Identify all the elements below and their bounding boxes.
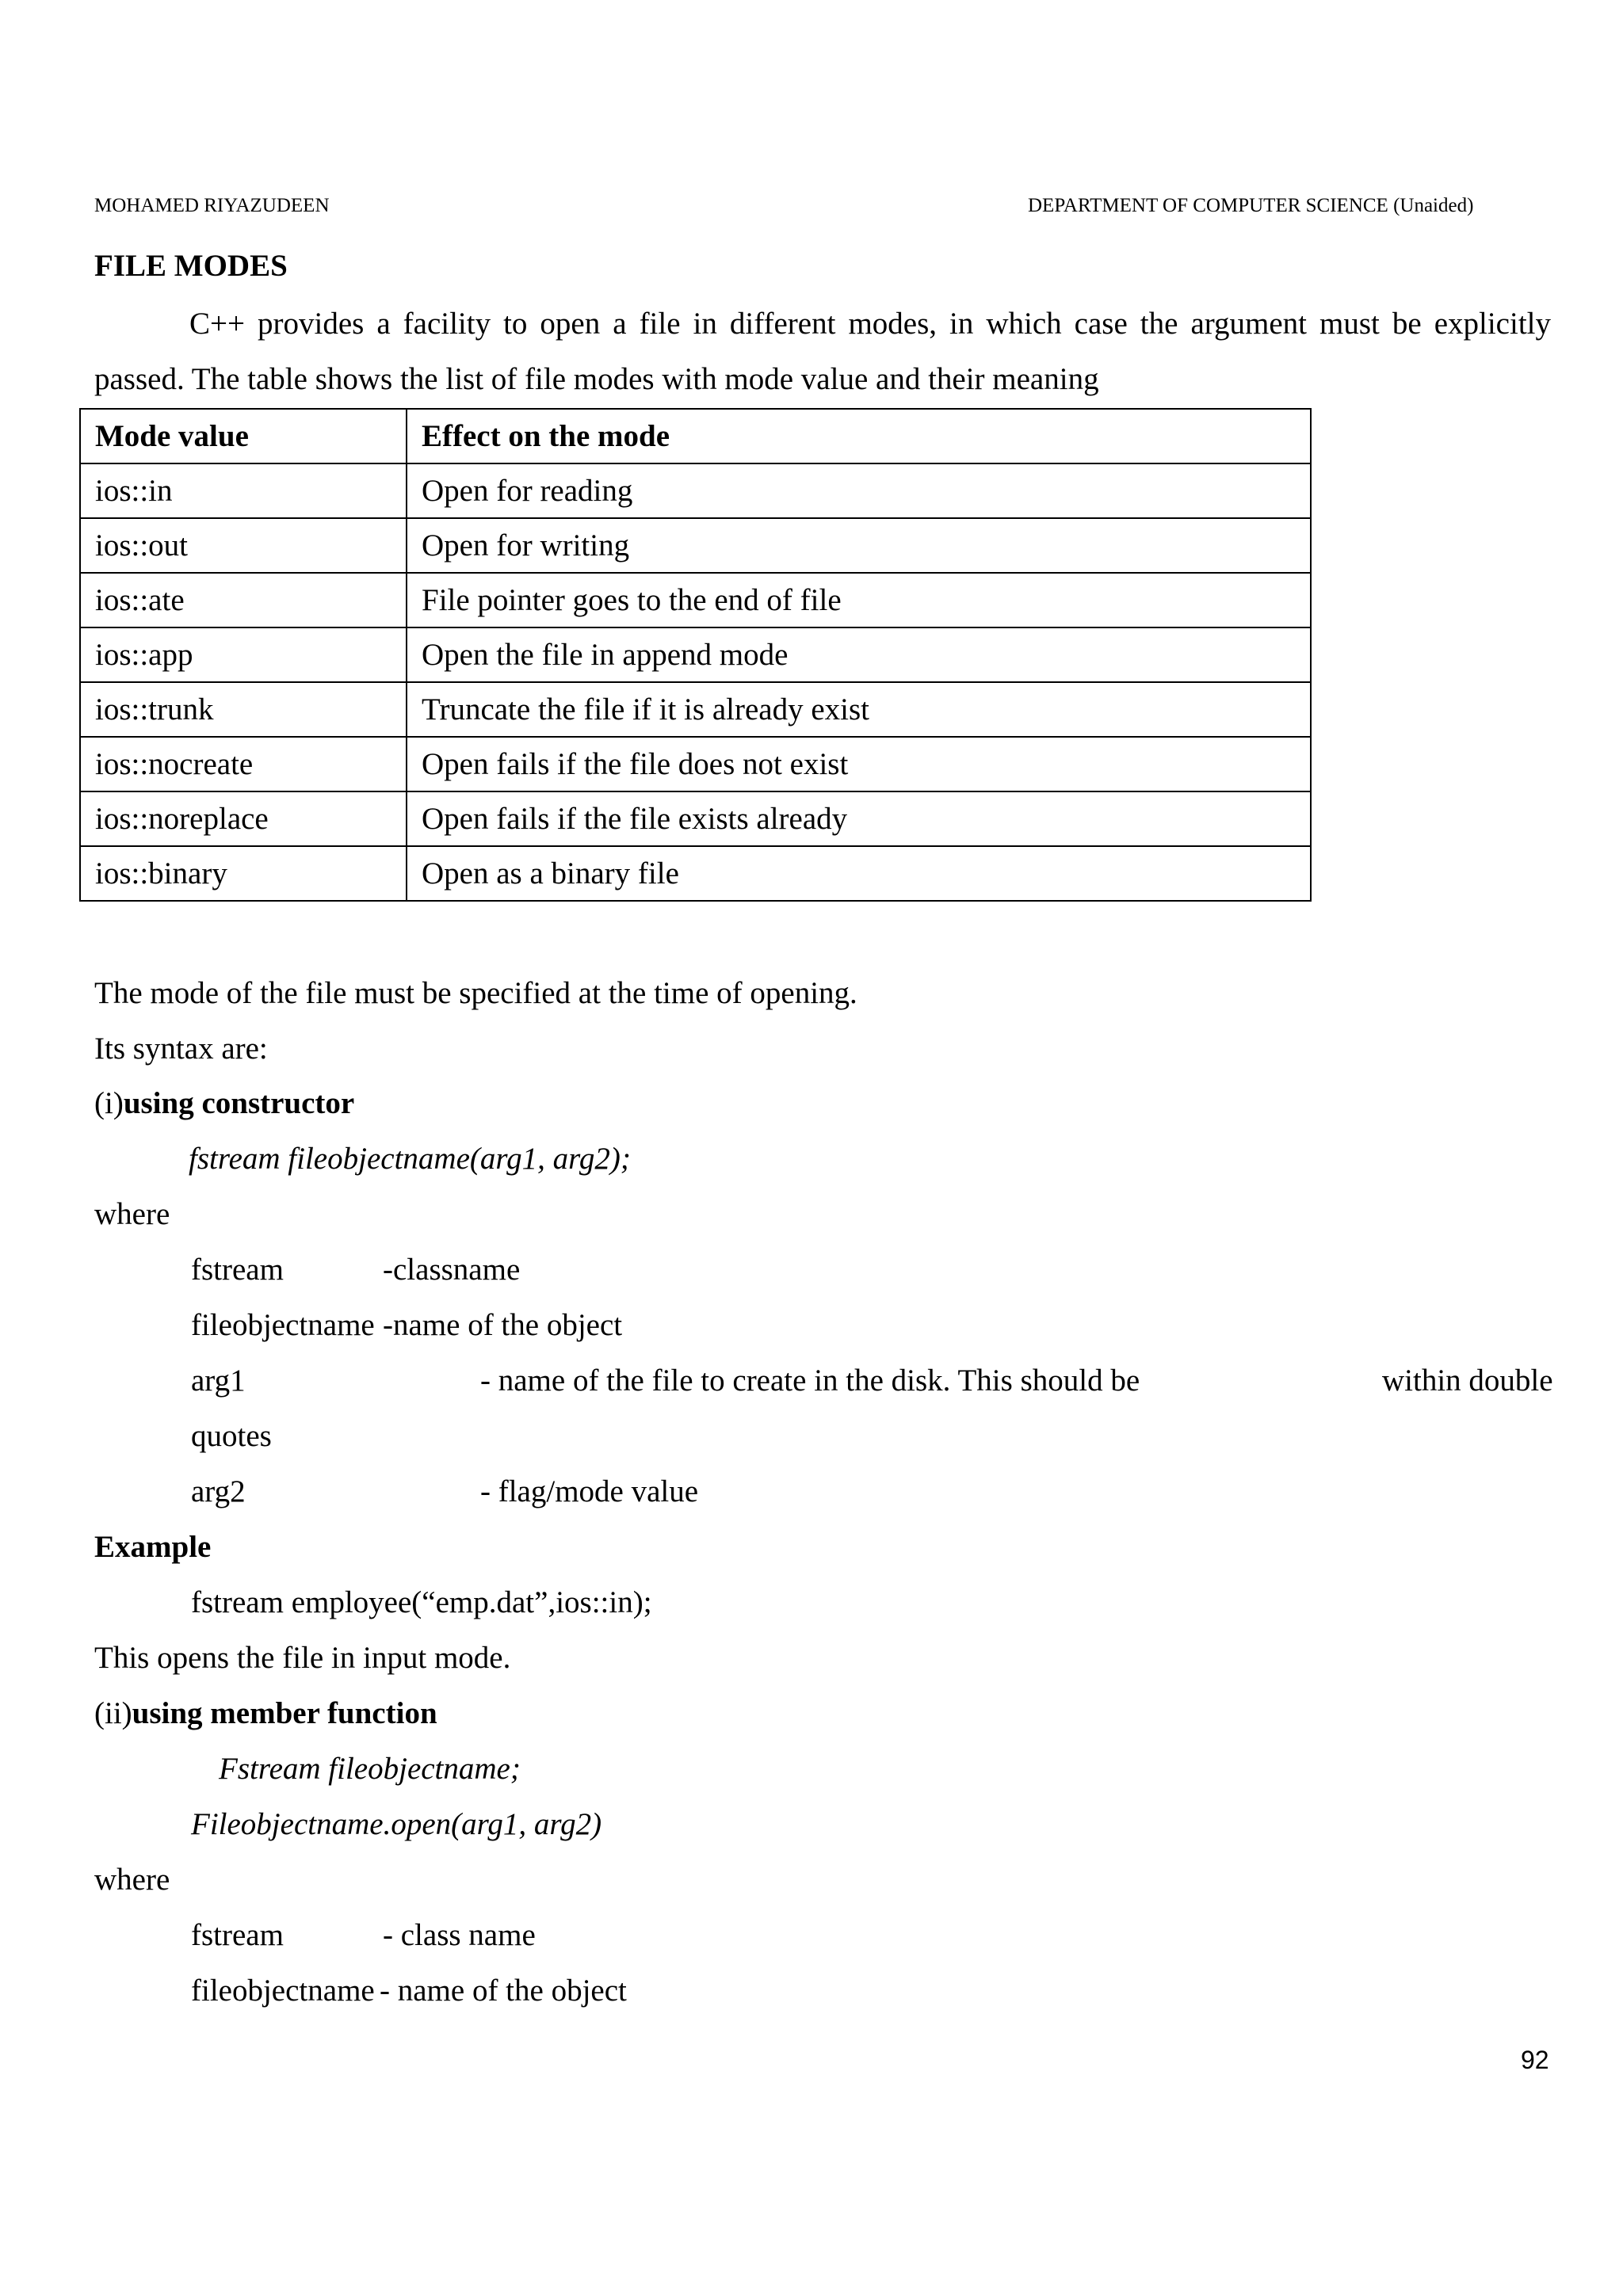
table-row <box>80 682 1311 737</box>
syntax-intro: Its syntax are: <box>94 1032 268 1066</box>
table-row <box>80 463 1311 518</box>
constructor-syntax: fstream fileobjectname(arg1, arg2); <box>189 1142 631 1176</box>
mode-note: The mode of the file must be specified at the time of opening. <box>94 976 857 1010</box>
mode-value-cell: ios::nocreate <box>80 737 407 791</box>
definition-term: arg1 <box>191 1363 246 1398</box>
table-row <box>80 627 1311 682</box>
mode-value-cell: ios::binary <box>80 846 407 901</box>
header-department: DEPARTMENT OF COMPUTER SCIENCE (Unaided) <box>1028 195 1474 216</box>
table-row <box>80 518 1311 573</box>
definition-term: fileobjectname <box>191 1974 375 2008</box>
page-number: 92 <box>1521 2046 1549 2074</box>
file-modes-table <box>79 408 1312 902</box>
mode-effect-cell: Open the file in append mode <box>407 627 1311 682</box>
column-header-mode-value: Mode value <box>80 409 407 463</box>
subheading-number: (ii) <box>94 1696 132 1730</box>
mode-effect-cell: Truncate the file if it is already exist <box>407 682 1311 737</box>
mode-value-cell: ios::app <box>80 627 407 682</box>
subheading-constructor <box>94 1088 354 1119</box>
table-row <box>80 573 1311 627</box>
definition-term: arg2 <box>191 1474 246 1508</box>
subheading-title: using member function <box>132 1696 437 1730</box>
mode-effect-cell: Open fails if the file does not exist <box>407 737 1311 791</box>
header-author: MOHAMED RIYAZUDEEN <box>94 195 330 216</box>
member-syntax-open: Fileobjectname.open(arg1, arg2) <box>191 1807 602 1841</box>
table-row <box>80 791 1311 846</box>
mode-value-cell: ios::ate <box>80 573 407 627</box>
definition-desc: -name of the object <box>383 1308 623 1342</box>
example-note: This opens the file in input mode. <box>94 1641 511 1675</box>
definition-desc: - class name <box>383 1918 536 1952</box>
example-code: fstream employee(“emp.dat”,ios::in); <box>191 1585 652 1619</box>
mode-effect-cell: Open for writing <box>407 518 1311 573</box>
table-header-row <box>80 409 1311 463</box>
definition-term: fileobjectname <box>191 1308 375 1342</box>
example-label: Example <box>94 1530 212 1564</box>
member-syntax-declaration: Fstream fileobjectname; <box>219 1752 521 1786</box>
subheading-title: using constructor <box>123 1086 355 1120</box>
mode-value-cell: ios::in <box>80 463 407 518</box>
where-label: where <box>94 1863 170 1897</box>
mode-effect-cell: Open fails if the file exists already <box>407 791 1311 846</box>
column-header-effect: Effect on the mode <box>407 409 1311 463</box>
definition-desc: - name of the file to create in the disk. This should be <box>480 1363 1140 1398</box>
intro-paragraph: C++ provides a facility to open a file in different modes, in which case the argument must be explicitly passed. The table shows the list of file modes with mode value and their meaning <box>94 307 1551 396</box>
definition-desc: -classname <box>383 1253 521 1287</box>
definition-term: fstream <box>191 1918 284 1952</box>
definition-desc: - name of the object <box>380 1974 627 2008</box>
mode-effect-cell: Open for reading <box>407 463 1311 518</box>
where-label: where <box>94 1197 170 1231</box>
table-row <box>80 737 1311 791</box>
subheading-member-function <box>94 1698 437 1729</box>
section-heading: FILE MODES <box>94 249 288 283</box>
definition-term: fstream <box>191 1253 284 1287</box>
mode-effect-cell: Open as a binary file <box>407 846 1311 901</box>
mode-value-cell: ios::trunk <box>80 682 407 737</box>
table-row <box>80 846 1311 901</box>
subheading-number: (i) <box>94 1086 124 1120</box>
definition-desc: - flag/mode value <box>480 1474 699 1508</box>
mode-value-cell: ios::out <box>80 518 407 573</box>
definition-desc-continued: within double <box>1382 1363 1553 1398</box>
definition-desc-wrap: quotes <box>191 1419 272 1453</box>
mode-effect-cell: File pointer goes to the end of file <box>407 573 1311 627</box>
mode-value-cell: ios::noreplace <box>80 791 407 846</box>
